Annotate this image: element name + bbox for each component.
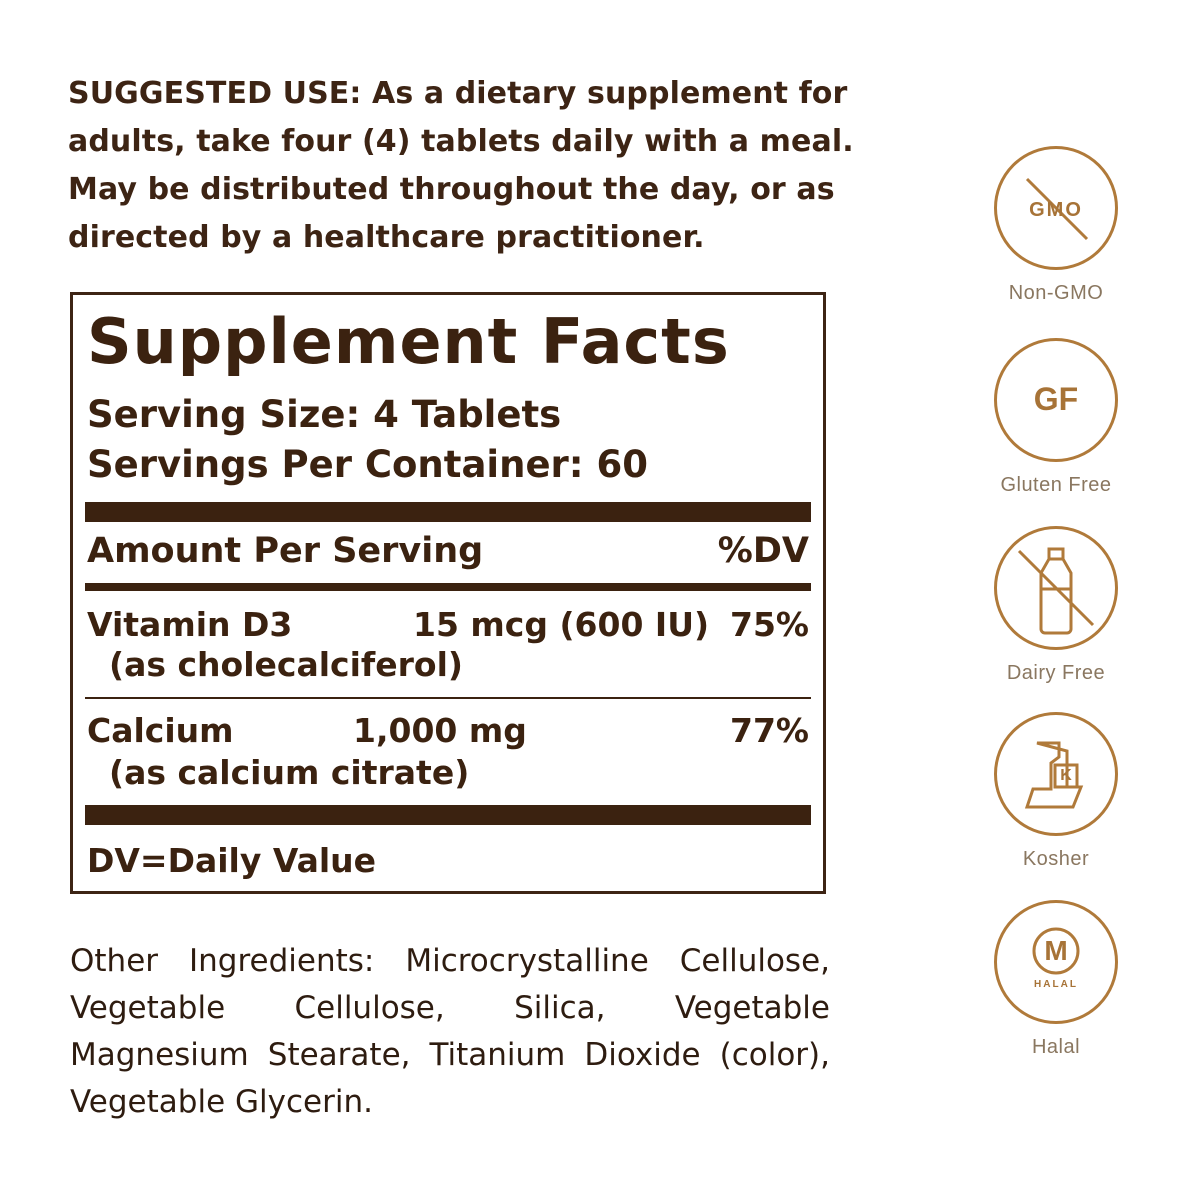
gmo-text: GMO — [1029, 199, 1083, 221]
suggested-use-text: SUGGESTED USE: As a dietary supplement for adults, take four (4) tablets daily with a meal. May be distributed throughout the day, or as directed by a healthcare practitioner. — [68, 76, 854, 255]
thick-divider — [85, 502, 811, 522]
nutrient-source: (as calcium citrate) — [109, 753, 470, 792]
nutrient-amount: 1,000 mg — [353, 711, 527, 750]
badge-gluten-free — [991, 338, 1121, 497]
nutrient-name: Calcium — [87, 711, 234, 750]
nutrient-dv: 75% — [730, 605, 809, 644]
badge-non-gmo — [991, 146, 1121, 305]
servings-per-container: Servings Per Container: 60 — [87, 443, 648, 486]
badge-label: Kosher — [1022, 848, 1090, 870]
badge-kosher — [991, 712, 1121, 871]
dairy-free-icon — [994, 526, 1118, 650]
kosher-k-text: K — [1060, 767, 1072, 784]
badge-label: Non-GMO — [1008, 282, 1104, 304]
badge-label: Halal — [1031, 1036, 1081, 1058]
badge-halal — [991, 900, 1121, 1059]
badge-label: Dairy Free — [1006, 662, 1106, 684]
amount-per-serving-header: Amount Per Serving — [87, 531, 484, 571]
halal-icon — [994, 900, 1118, 1024]
facts-title: Supplement Facts — [87, 305, 730, 378]
nutrient-dv: 77% — [730, 711, 809, 750]
badge-dairy-free — [991, 526, 1121, 685]
thick-divider — [85, 805, 811, 825]
gf-text: GF — [1033, 381, 1079, 417]
kosher-icon — [994, 712, 1118, 836]
badge-label: Gluten Free — [1000, 474, 1112, 496]
dv-header: %DV — [717, 531, 809, 571]
nutrient-name: Vitamin D3 — [87, 605, 293, 644]
non-gmo-icon — [994, 146, 1118, 270]
gluten-free-icon — [994, 338, 1118, 462]
nutrient-source: (as cholecalciferol) — [109, 645, 463, 684]
halal-sub-text: HALAL — [1034, 979, 1078, 990]
supplement-facts-panel — [70, 292, 826, 894]
dv-footnote: DV=Daily Value — [87, 841, 377, 880]
halal-m-text: M — [1044, 935, 1068, 966]
row-divider — [85, 697, 811, 699]
other-ingredients-text: Other Ingredients: Microcrystalline Cellulose, Vegetable Cellulose, Silica, Vegetable Magnesium Stearate, Titanium Dioxide (color), Vegetable Glycerin. — [70, 943, 830, 1120]
medium-divider — [85, 583, 811, 591]
nutrient-amount: 15 mcg (600 IU) — [413, 605, 710, 644]
serving-size: Serving Size: 4 Tablets — [87, 393, 562, 436]
